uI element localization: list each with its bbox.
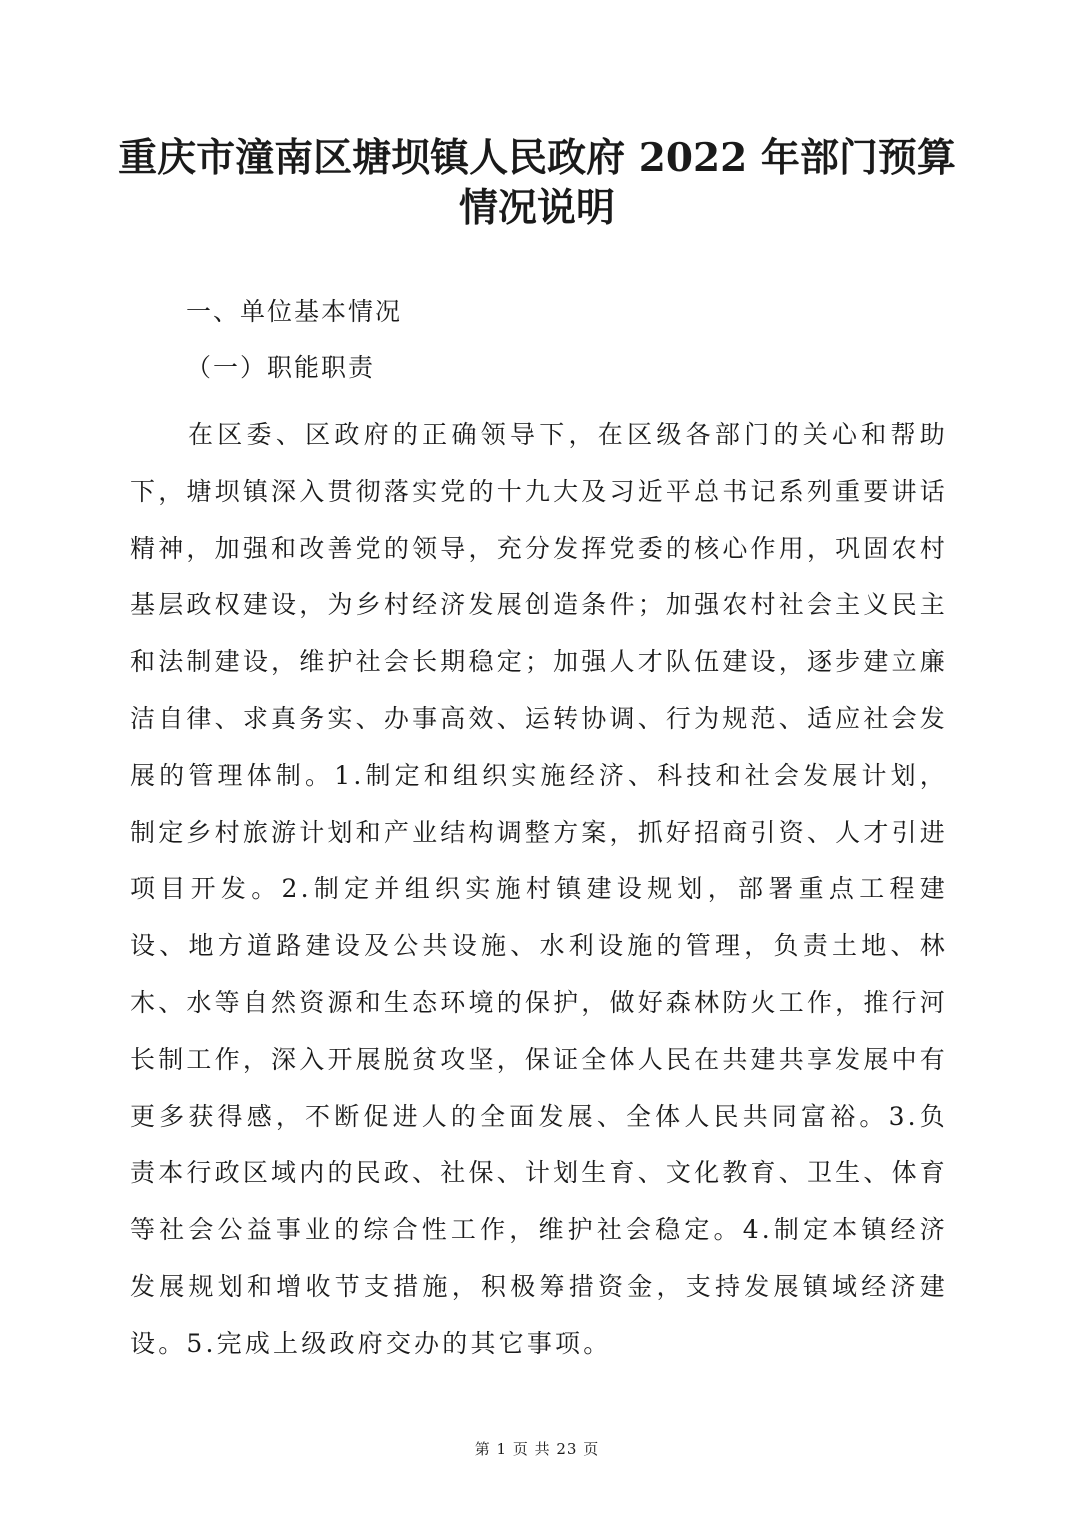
subsection-heading: （一）职能职责 [186, 353, 376, 382]
body-paragraph: 在区委、区政府的正确领导下，在区级各部门的关心和帮助下，塘坝镇深入贯彻落实党的十九大及习近平总书记系列重要讲话精神，加强和改善党的领导，充分发挥党委的核心作用，巩固农村基层政权建设，为乡村经济发展创造条件；加强农村社会主义民主和法制建设，维护社会长期稳定；加强人才队伍建设，逐步建立廉洁自律、求真务实、办事高效、运转协调、行为规范、适应社会发展的管理体制。1.制定和组织实施经济、科技和社会发展计划，制定乡村旅游计划和产业结构调整方案，抓好招商引资、人才引进项目开发。2.制定并组织实施村镇建设规划，部署重点工程建设、地方道路建设及公共设施、水利设施的管理，负责土地、林木、水等自然资源和生态环境的保护，做好森林防火工作，推行河长制工作，深入开展脱贫攻坚，保证全体人民在共建共享发展中有更多获得感，不断促进人的全面发展、全体人民共同富裕。3.负责本行政区域内的民政、社保、计划生育、文化教育、卫生、体育等社会公益事业的综合性工作，维护社会稳定。4.制定本镇经济发展规划和增收节支措施，积极筹措资金，支持发展镇域经济建设。5.完成上级政府交办的其它事项。 [130, 420, 948, 1358]
document-title-line-2: 情况说明 [458, 185, 615, 231]
section-heading: 一、单位基本情况 [186, 297, 403, 326]
document-title-line-1: 重庆市潼南区塘坝镇人民政府 2022 年部门预算 [118, 135, 956, 181]
page-number-footer: 第 1 页 共 23 页 [474, 1440, 600, 1458]
